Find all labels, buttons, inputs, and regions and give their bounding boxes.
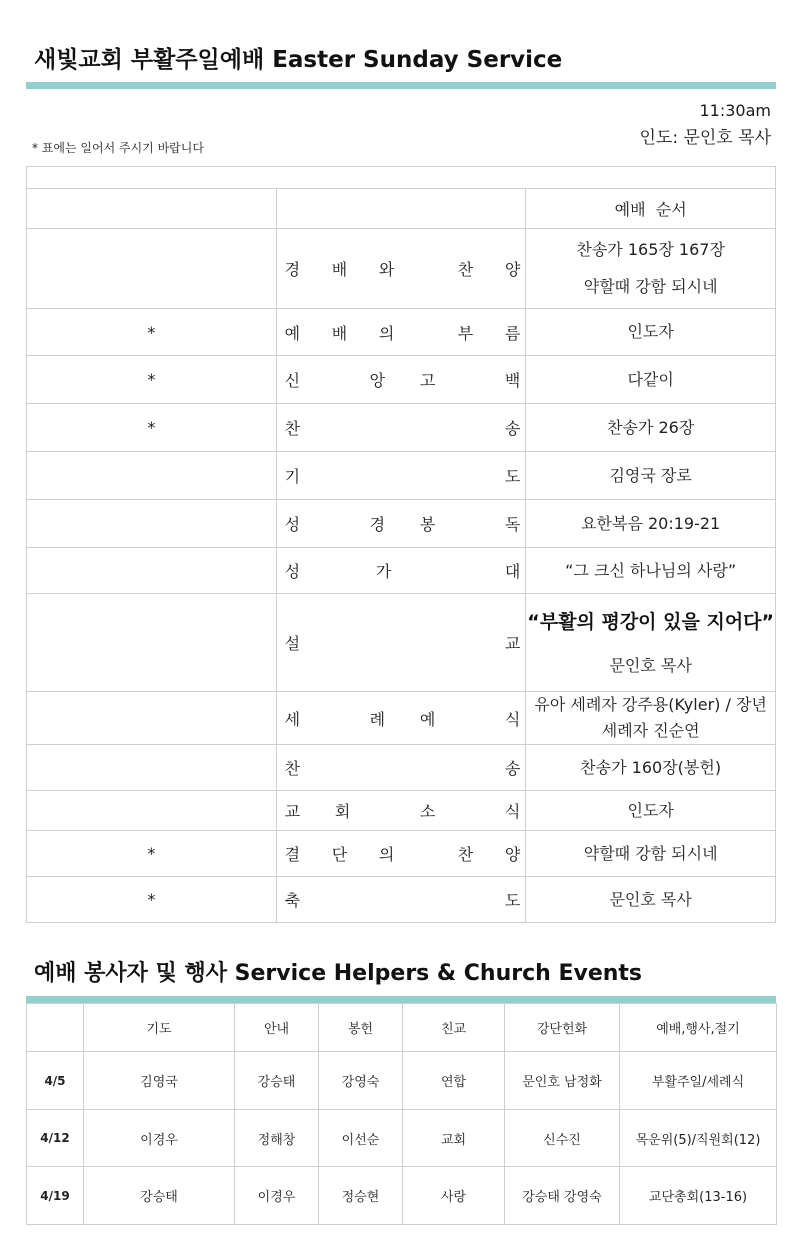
- order-item-char: 소: [419, 802, 436, 821]
- order-item-name: [276, 745, 526, 791]
- order-row: [27, 594, 776, 692]
- order-item-name: [276, 692, 526, 745]
- helpers-row: [27, 1052, 777, 1110]
- order-item-detail: [526, 452, 776, 500]
- order-row: [27, 548, 776, 594]
- page-title: 새빛교회 부활주일예배 Easter Sunday Service: [34, 47, 563, 73]
- order-item-detail: [526, 356, 776, 404]
- order-item-detail: [526, 692, 776, 745]
- order-row: [27, 692, 776, 745]
- order-item-name: [276, 404, 526, 452]
- helpers-cell: 사랑: [403, 1167, 505, 1225]
- helpers-cell: 연합: [403, 1052, 505, 1110]
- helpers-title: 예배 봉사자 및 행사 Service Helpers & Church Events: [34, 961, 643, 986]
- title-divider: [26, 82, 776, 89]
- order-item-char: 와: [378, 260, 395, 279]
- standing-marker: *: [27, 309, 277, 356]
- helpers-cell: 이경우: [84, 1110, 235, 1167]
- order-item-name: [276, 791, 526, 831]
- order-item-name: [276, 500, 526, 548]
- order-row: [27, 404, 776, 452]
- order-item-detail: [526, 877, 776, 923]
- helpers-cell: 강승태: [235, 1052, 319, 1110]
- order-item-char: 례: [369, 709, 386, 729]
- order-detail-line: 유아 세례자 강주용(Kyler) / 장년 세례자 진순연: [534, 695, 767, 740]
- order-item-name: [276, 309, 526, 356]
- order-of-service-table: [26, 166, 776, 923]
- standing-marker: *: [27, 831, 277, 877]
- helpers-row: [27, 1167, 777, 1225]
- helpers-cell: 이선순: [319, 1110, 403, 1167]
- order-heading: 예배 순서: [526, 189, 776, 229]
- order-item-name: [276, 452, 526, 500]
- order-item-char: 고: [419, 371, 436, 390]
- order-detail-line: 김영국 장로: [609, 465, 692, 485]
- order-item-char: 독: [504, 515, 521, 534]
- order-item-char: 경: [284, 260, 301, 279]
- helpers-date: 4/19: [27, 1167, 84, 1225]
- order-item-char: 성: [284, 515, 301, 534]
- order-item-char: 름: [504, 323, 521, 343]
- order-item-char: 송: [504, 759, 521, 778]
- order-item-char: 찬: [284, 419, 301, 438]
- order-item-detail: [526, 594, 776, 692]
- order-detail-line: 문인호 목사: [609, 655, 692, 675]
- order-row: [27, 877, 776, 923]
- order-detail-line: 인도자: [627, 322, 674, 341]
- helpers-column-header: 안내: [235, 1004, 319, 1052]
- helpers-table: [26, 1003, 777, 1225]
- order-item-char: 봉: [419, 515, 436, 534]
- helpers-divider: [26, 996, 776, 1003]
- standing-note: * 표에는 일어서 주시기 바랍니다: [32, 141, 204, 155]
- helpers-cell: 문인호 남정화: [505, 1052, 620, 1110]
- order-item-char: 찬: [457, 260, 474, 279]
- helpers-column-header: 기도: [84, 1004, 235, 1052]
- order-row: [27, 831, 776, 877]
- order-item-char: 양: [504, 260, 521, 279]
- order-row: [27, 452, 776, 500]
- order-detail-line: 문인호 목사: [609, 889, 692, 909]
- order-item-name: [276, 594, 526, 692]
- helpers-cell: 정승현: [319, 1167, 403, 1225]
- helpers-column-header: 강단헌화: [505, 1004, 620, 1052]
- order-detail-line: 인도자: [627, 800, 674, 820]
- helpers-cell: 김영국: [84, 1052, 235, 1110]
- standing-marker: [27, 500, 277, 548]
- order-item-detail: [526, 791, 776, 831]
- order-row: [27, 745, 776, 791]
- standing-marker: *: [27, 356, 277, 404]
- order-item-detail: [526, 548, 776, 594]
- helpers-cell: 강영숙: [319, 1052, 403, 1110]
- helpers-cell: 정해창: [235, 1110, 319, 1167]
- order-item-char: 찬: [457, 845, 474, 864]
- order-item-char: 경: [369, 515, 386, 534]
- order-item-name: [276, 548, 526, 594]
- order-detail-line: 찬송가 160장(봉헌): [580, 757, 722, 777]
- helpers-column-header: 예배,행사,절기: [620, 1004, 777, 1052]
- order-item-char: 배: [331, 260, 348, 279]
- order-detail-line: 다같이: [627, 369, 674, 389]
- helpers-cell: 교회: [403, 1110, 505, 1167]
- order-detail-line: 찬송가 26장: [607, 417, 695, 437]
- order-item-char: 부: [457, 323, 474, 343]
- standing-marker: *: [27, 877, 277, 923]
- order-row: [27, 309, 776, 356]
- order-detail-line: 약할때 강함 되시네: [583, 277, 718, 296]
- helpers-date: 4/12: [27, 1110, 84, 1167]
- order-item-name: [276, 831, 526, 877]
- order-item-char: 교: [284, 802, 301, 821]
- service-leader: 인도: 문인호 목사: [639, 128, 771, 148]
- helpers-cell: 강승태 강영숙: [505, 1167, 620, 1225]
- helpers-cell: 부활주일/세례식: [620, 1052, 777, 1110]
- helpers-date: 4/5: [27, 1052, 84, 1110]
- order-item-char: 교: [504, 634, 521, 653]
- order-detail-line: 약할때 강함 되시네: [583, 843, 718, 863]
- order-item-char: 가: [375, 562, 392, 581]
- helpers-header-row: [27, 1004, 777, 1052]
- order-row: [27, 500, 776, 548]
- order-item-char: 신: [284, 371, 301, 390]
- order-item-char: 단: [331, 845, 348, 864]
- order-row: [27, 229, 776, 309]
- order-detail-line: “그 크신 하나님의 사랑”: [565, 560, 737, 580]
- order-item-char: 앙: [369, 371, 386, 390]
- order-item-detail: [526, 500, 776, 548]
- order-item-char: 식: [504, 802, 521, 821]
- helpers-column-header: 친교: [403, 1004, 505, 1052]
- order-item-char: 백: [504, 371, 521, 390]
- helpers-cell: 강승태: [84, 1167, 235, 1225]
- standing-marker: [27, 452, 277, 500]
- order-item-name: [276, 877, 526, 923]
- order-item-char: 성: [284, 562, 301, 581]
- order-item-char: 의: [378, 323, 395, 343]
- order-item-char: 대: [504, 562, 521, 581]
- helpers-cell: 이경우: [235, 1167, 319, 1225]
- order-item-char: 예: [419, 709, 436, 729]
- order-item-detail: [526, 309, 776, 356]
- order-item-detail: [526, 745, 776, 791]
- order-detail-line: 요한복음 20:19-21: [581, 513, 721, 533]
- order-item-detail: [526, 404, 776, 452]
- order-item-detail: [526, 229, 776, 309]
- order-item-char: 기: [284, 467, 301, 486]
- order-item-detail: [526, 831, 776, 877]
- order-item-char: 식: [504, 709, 521, 729]
- order-item-char: 배: [331, 323, 348, 343]
- sermon-title: “부활의 평강이 있을 지어다”: [527, 610, 775, 633]
- service-time: 11:30am: [699, 101, 771, 120]
- standing-marker: [27, 745, 277, 791]
- standing-marker: [27, 548, 277, 594]
- helpers-row: [27, 1110, 777, 1167]
- standing-marker: [27, 692, 277, 745]
- order-blank-row: [27, 167, 776, 189]
- helpers-cell: 신수진: [505, 1110, 620, 1167]
- helpers-column-header: [27, 1004, 84, 1052]
- order-item-char: 도: [504, 467, 521, 486]
- order-row: [27, 356, 776, 404]
- order-item-char: 양: [504, 845, 521, 864]
- order-row: [27, 791, 776, 831]
- order-item-name: [276, 229, 526, 309]
- standing-marker: *: [27, 404, 277, 452]
- order-item-char: 예: [284, 323, 301, 343]
- helpers-cell: 목운위(5)/직원회(12): [620, 1110, 777, 1167]
- order-item-name: [276, 356, 526, 404]
- order-item-char: 설: [284, 634, 301, 653]
- order-item-char: 결: [284, 845, 301, 864]
- order-item-char: 의: [378, 845, 395, 864]
- order-heading-row: [27, 189, 776, 229]
- helpers-column-header: 봉헌: [319, 1004, 403, 1052]
- order-detail-line: 찬송가 165장 167장: [576, 240, 725, 259]
- order-item-char: 찬: [284, 759, 301, 778]
- order-item-char: 송: [504, 419, 521, 438]
- order-item-char: 회: [334, 802, 351, 821]
- standing-marker: [27, 229, 277, 309]
- helpers-cell: 교단총회(13-16): [620, 1167, 777, 1225]
- order-item-char: 도: [504, 891, 521, 910]
- standing-marker: [27, 791, 277, 831]
- order-item-char: 세: [284, 709, 301, 729]
- standing-marker: [27, 594, 277, 692]
- order-item-char: 축: [284, 891, 301, 910]
